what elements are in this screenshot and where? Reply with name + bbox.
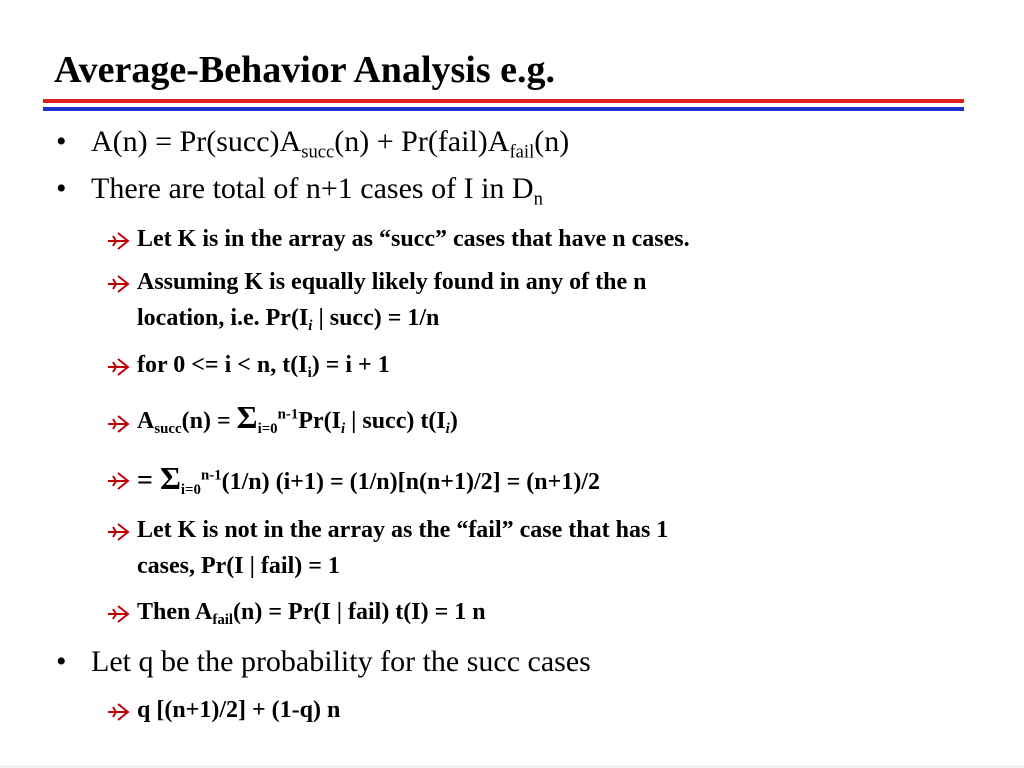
bullet-3: Let q be the probability for the succ cases [91,645,591,678]
plane-arrow-icon [106,272,130,296]
sub-bullet-8: q [(n+1)/2] + (1-q) n [137,697,341,723]
plane-arrow-icon [106,229,130,253]
sub-bullet-5: = $\Sigma_{i=0}^{n-1}(1/n) (i+1) = (1/n)[n(n+1)/2] = (n+1)/2$ [137,460,600,499]
plane-arrow-icon [106,602,130,626]
sub-bullet-2-line1: Assuming K is equally likely found in any of the n [137,269,647,295]
sub-bullet-4: $A_{succ}(n) = \Sigma_{i=0}^{n-1}Pr(I_i$ | succ) $t(I_i)$ [137,399,458,438]
slide-title: Average-Behavior Analysis e.g. [54,49,555,91]
sub-bullet-6-line1: Let K is not in the array as the “fail” case that has 1 [137,517,669,543]
plane-arrow-icon [106,355,130,379]
title-rule-blue [43,107,964,111]
sub-bullet-6-line2: cases, Pr(I | fail) = 1 [137,553,340,579]
sub-bullet-3: for 0 <= i < n, $t(I_i) = i + 1$ [137,352,390,382]
plane-arrow-icon [106,469,130,493]
sub-bullet-2-line2: location, i.e. $Pr(I_i$ | succ) = 1/n [137,305,440,335]
bullet-dot: • [56,172,67,205]
bullet-dot: • [56,645,67,678]
title-rule-red [43,99,964,103]
bullet-1: $A(n) = Pr(succ)A_{succ}(n)$ + $Pr(fail)A_{fail}(n)$ [91,125,570,163]
plane-arrow-icon [106,700,130,724]
plane-arrow-icon [106,412,130,436]
bullet-dot: • [56,125,67,158]
sub-bullet-1: Let K is in the array as “succ” cases that have n cases. [137,226,690,252]
sub-bullet-7: Then $A_{fail}(n) = Pr(I$ | fail) t(I) = 1 n [137,599,486,629]
bullet-2: There are total of n+1 cases of I in $D_n$ [91,172,543,210]
plane-arrow-icon [106,520,130,544]
